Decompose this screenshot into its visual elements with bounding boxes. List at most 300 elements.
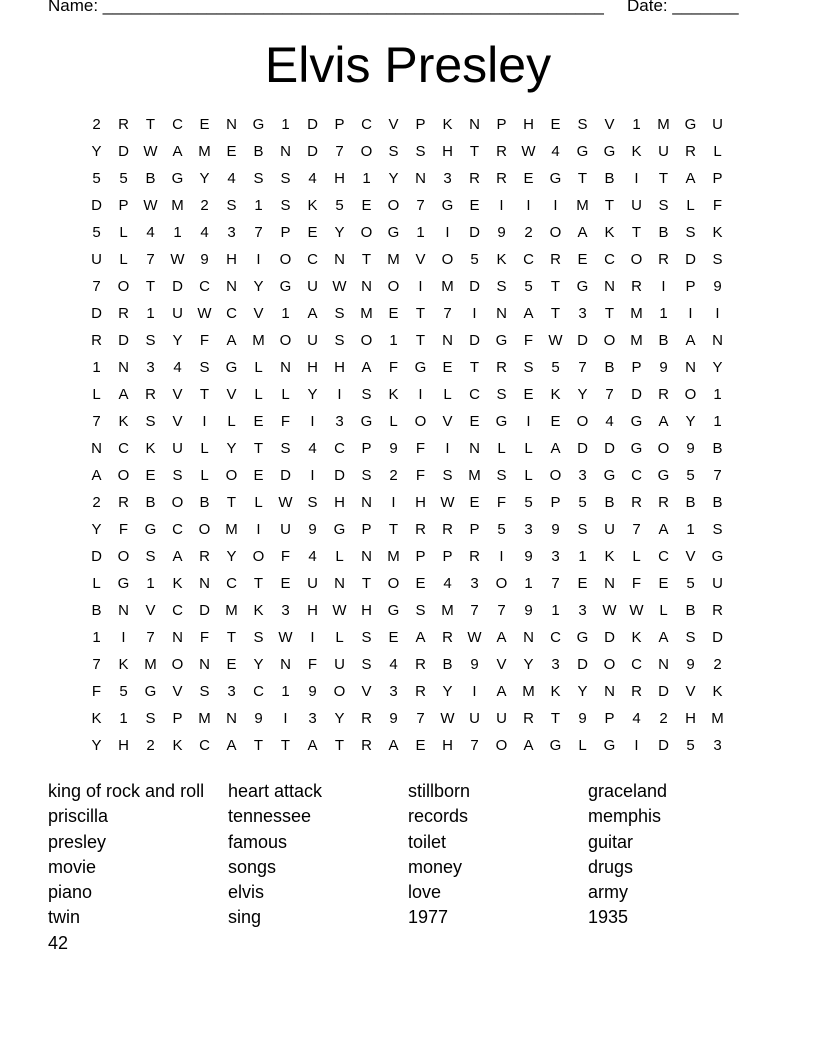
grid-letter: 7 (632, 521, 641, 538)
grid-letter: G (171, 170, 184, 187)
grid-letter: D (172, 278, 183, 295)
grid-letter: E (253, 467, 264, 484)
grid-letter: T (604, 197, 615, 214)
grid-letter: S (577, 521, 588, 538)
grid-letter: K (712, 224, 723, 241)
grid-letter: 1 (92, 359, 101, 376)
grid-letter: H (118, 737, 129, 754)
grid-letter: P (604, 710, 615, 727)
grid-letter: T (280, 737, 291, 754)
grid-letter: 7 (92, 413, 101, 430)
grid-letter: 9 (389, 710, 398, 727)
grid-letter: R (415, 683, 426, 700)
grid-letter: O (117, 548, 130, 565)
word-bank-item: tennessee (228, 806, 312, 827)
grid-letter: V (361, 683, 372, 700)
grid-letter: Y (442, 683, 453, 700)
grid-letter: 9 (551, 521, 560, 538)
grid-letter: 5 (551, 359, 560, 376)
word-bank-item: sing (228, 907, 262, 928)
grid-letter: W (332, 278, 347, 295)
grid-letter: S (280, 197, 291, 214)
grid-letter: G (630, 440, 643, 457)
grid-letter: I (715, 305, 720, 322)
grid-letter: 2 (200, 197, 209, 214)
grid-letter: 9 (470, 656, 479, 673)
grid-letter: I (526, 197, 531, 214)
grid-letter: S (361, 629, 372, 646)
grid-letter: A (307, 305, 318, 322)
grid-letter: 9 (389, 440, 398, 457)
word-bank-item: twin (48, 907, 81, 928)
grid-letter: B (685, 494, 696, 511)
grid-letter: F (523, 332, 534, 349)
grid-letter: I (634, 170, 639, 187)
grid-letter: D (91, 305, 102, 322)
word-bank-item: presley (48, 831, 107, 852)
grid-letter: G (144, 521, 157, 538)
grid-letter: A (361, 359, 372, 376)
grid-letter: 1 (578, 548, 587, 565)
grid-letter: 1 (659, 305, 668, 322)
grid-letter: F (118, 521, 129, 538)
grid-letter: T (658, 170, 669, 187)
grid-letter: R (496, 359, 507, 376)
grid-letter: T (334, 737, 345, 754)
grid-letter: T (253, 575, 264, 592)
grid-letter: L (227, 413, 236, 430)
grid-letter: T (253, 737, 264, 754)
grid-letter: E (199, 116, 210, 133)
grid-letter: Y (307, 386, 318, 403)
grid-letter: K (118, 656, 129, 673)
grid-letter: L (497, 440, 506, 457)
grid-letter: L (524, 440, 533, 457)
grid-letter: R (469, 548, 480, 565)
grid-letter: D (685, 251, 696, 268)
grid-letter: B (253, 143, 264, 160)
grid-letter: V (442, 413, 453, 430)
grid-letter: 9 (524, 602, 533, 619)
grid-letter: D (118, 143, 129, 160)
grid-letter: L (200, 440, 209, 457)
grid-letter: U (712, 575, 723, 592)
grid-letter: S (199, 683, 210, 700)
grid-letter: S (361, 467, 372, 484)
grid-letter: W (629, 602, 644, 619)
grid-letter: 7 (92, 656, 101, 673)
grid-letter: W (143, 143, 158, 160)
grid-letter: I (121, 629, 126, 646)
grid-letter: 4 (632, 710, 641, 727)
grid-letter: 1 (173, 224, 182, 241)
grid-letter: Y (199, 170, 210, 187)
grid-letter: M (441, 602, 454, 619)
word-bank-item: money (408, 856, 463, 877)
grid-letter: 5 (686, 467, 695, 484)
grid-letter: 5 (686, 737, 695, 754)
grid-letter: 1 (713, 413, 722, 430)
grid-letter: W (440, 494, 455, 511)
grid-letter: P (712, 170, 723, 187)
grid-letter: V (172, 413, 183, 430)
grid-letter: 2 (146, 737, 155, 754)
grid-letter: K (172, 737, 183, 754)
grid-letter: T (361, 575, 372, 592)
grid-letter: A (496, 629, 507, 646)
grid-letter: 5 (578, 494, 587, 511)
grid-letter: D (91, 548, 102, 565)
grid-letter: N (604, 683, 615, 700)
grid-letter: P (280, 224, 291, 241)
grid-letter: L (281, 386, 290, 403)
grid-letter: B (604, 170, 615, 187)
grid-letter: P (685, 278, 696, 295)
grid-letter: B (91, 602, 102, 619)
grid-letter: D (307, 116, 318, 133)
grid-letter: P (334, 116, 345, 133)
grid-letter: 7 (146, 629, 155, 646)
grid-letter: A (685, 170, 696, 187)
grid-letter: M (252, 332, 265, 349)
grid-letter: U (604, 521, 615, 538)
grid-letter: G (549, 737, 562, 754)
grid-letter: E (253, 413, 264, 430)
grid-letter: O (441, 251, 454, 268)
grid-letter: Y (226, 548, 237, 565)
grid-letter: N (199, 575, 210, 592)
grid-letter: L (335, 548, 344, 565)
grid-letter: S (334, 305, 345, 322)
grid-letter: C (307, 251, 318, 268)
grid-letter: L (254, 494, 263, 511)
grid-letter: Y (253, 656, 264, 673)
grid-letter: F (388, 359, 399, 376)
grid-letter: C (631, 467, 642, 484)
grid-letter: V (685, 548, 696, 565)
grid-letter: U (631, 197, 642, 214)
grid-letter: 4 (200, 224, 209, 241)
grid-letter: W (143, 197, 158, 214)
grid-letter: B (199, 494, 210, 511)
grid-letter: F (199, 629, 210, 646)
grid-letter: B (145, 494, 156, 511)
grid-letter: 9 (686, 440, 695, 457)
grid-letter: 4 (443, 575, 452, 592)
grid-letter: O (549, 224, 562, 241)
grid-letter: L (200, 467, 209, 484)
grid-letter: G (549, 170, 562, 187)
grid-letter: S (577, 116, 588, 133)
grid-letter: U (469, 710, 480, 727)
grid-letter: 3 (578, 602, 587, 619)
grid-letter: 3 (578, 467, 587, 484)
grid-letter: N (361, 494, 372, 511)
grid-letter: D (280, 467, 291, 484)
grid-letter: I (391, 494, 396, 511)
grid-letter: S (253, 629, 264, 646)
grid-letter: C (631, 656, 642, 673)
grid-letter: L (659, 602, 668, 619)
grid-letter: S (307, 494, 318, 511)
grid-letter: S (712, 251, 723, 268)
grid-letter: E (658, 575, 669, 592)
grid-letter: 7 (146, 251, 155, 268)
grid-letter: 4 (308, 440, 317, 457)
grid-letter: H (442, 143, 453, 160)
grid-letter: I (445, 224, 450, 241)
grid-letter: D (577, 656, 588, 673)
grid-letter: L (524, 467, 533, 484)
grid-letter: A (388, 737, 399, 754)
grid-letter: H (334, 359, 345, 376)
grid-letter: N (226, 116, 237, 133)
grid-letter: S (172, 467, 183, 484)
grid-letter: C (118, 440, 129, 457)
grid-letter: S (280, 170, 291, 187)
grid-letter: E (415, 575, 426, 592)
grid-letter: B (685, 602, 696, 619)
grid-letter: O (333, 683, 346, 700)
grid-letter: A (307, 737, 318, 754)
grid-letter: 1 (146, 575, 155, 592)
grid-letter: E (307, 224, 318, 241)
grid-letter: N (334, 575, 345, 592)
grid-letter: S (253, 170, 264, 187)
grid-letter: I (418, 386, 423, 403)
grid-letter: C (199, 737, 210, 754)
grid-letter: G (576, 629, 589, 646)
grid-letter: M (576, 197, 589, 214)
grid-letter: L (389, 413, 398, 430)
grid-letter: T (631, 224, 642, 241)
grid-letter: 1 (551, 602, 560, 619)
grid-letter: H (334, 170, 345, 187)
grid-letter: W (467, 629, 482, 646)
grid-letter: I (418, 278, 423, 295)
grid-letter: Y (523, 656, 534, 673)
grid-letter: P (469, 521, 480, 538)
grid-letter: G (333, 521, 346, 538)
grid-letter: G (630, 413, 643, 430)
grid-letter: 2 (92, 116, 101, 133)
grid-letter: S (496, 278, 507, 295)
grid-letter: O (360, 332, 373, 349)
grid-letter: M (441, 278, 454, 295)
grid-letter: 5 (119, 170, 128, 187)
grid-letter: B (658, 224, 669, 241)
grid-letter: V (145, 602, 156, 619)
grid-letter: I (688, 305, 693, 322)
grid-letter: K (604, 224, 615, 241)
grid-letter: A (523, 305, 534, 322)
grid-letter: A (550, 440, 561, 457)
grid-letter: 7 (443, 305, 452, 322)
grid-letter: W (521, 143, 536, 160)
grid-letter: N (496, 305, 507, 322)
word-bank-item: elvis (228, 882, 265, 903)
grid-letter: E (226, 656, 237, 673)
grid-letter: F (712, 197, 723, 214)
grid-letter: D (658, 683, 669, 700)
word-bank-item: movie (48, 856, 97, 877)
grid-letter: R (118, 494, 129, 511)
grid-letter: T (577, 170, 588, 187)
word-search-grid (83, 111, 731, 759)
grid-letter: 4 (146, 224, 155, 241)
grid-letter: I (283, 710, 288, 727)
grid-letter: Y (577, 386, 588, 403)
grid-letter: G (576, 278, 589, 295)
grid-letter: L (254, 386, 263, 403)
grid-letter: A (658, 413, 669, 430)
grid-letter: W (197, 305, 212, 322)
grid-letter: D (334, 467, 345, 484)
grid-letter: G (387, 224, 400, 241)
grid-letter: O (279, 332, 292, 349)
word-bank-item: famous (228, 831, 288, 852)
grid-letter: O (360, 224, 373, 241)
grid-letter: R (658, 494, 669, 511)
grid-letter: I (310, 413, 315, 430)
grid-letter: V (226, 386, 237, 403)
grid-letter: 3 (443, 170, 452, 187)
grid-letter: O (630, 251, 643, 268)
grid-letter: H (361, 602, 372, 619)
grid-letter: 3 (551, 656, 560, 673)
grid-letter: F (91, 683, 102, 700)
grid-letter: U (658, 143, 669, 160)
grid-letter: S (145, 413, 156, 430)
word-bank-item: 42 (48, 932, 69, 953)
grid-letter: L (119, 251, 128, 268)
grid-letter: S (361, 386, 372, 403)
grid-letter: N (280, 359, 291, 376)
grid-letter: 5 (470, 251, 479, 268)
grid-letter: R (469, 170, 480, 187)
grid-letter: 3 (227, 224, 236, 241)
grid-letter: V (685, 683, 696, 700)
grid-letter: 2 (92, 494, 101, 511)
grid-letter: 2 (659, 710, 668, 727)
grid-letter: M (198, 710, 211, 727)
grid-letter: D (307, 143, 318, 160)
grid-letter: M (657, 116, 670, 133)
grid-letter: R (415, 521, 426, 538)
grid-letter: T (469, 359, 480, 376)
grid-letter: N (712, 332, 723, 349)
grid-letter: T (253, 440, 264, 457)
grid-letter: N (658, 656, 669, 673)
grid-letter: E (550, 413, 561, 430)
grid-letter: D (199, 602, 210, 619)
grid-letter: E (442, 359, 453, 376)
word-bank-item: graceland (588, 781, 668, 801)
grid-letter: D (658, 737, 669, 754)
grid-letter: Y (91, 143, 102, 160)
grid-letter: R (523, 710, 534, 727)
word-bank-item: songs (228, 856, 277, 877)
grid-letter: G (387, 602, 400, 619)
grid-letter: 3 (227, 683, 236, 700)
grid-letter: C (550, 629, 561, 646)
grid-letter: S (658, 197, 669, 214)
grid-letter: R (658, 251, 669, 268)
grid-letter: M (198, 143, 211, 160)
grid-letter: N (361, 278, 372, 295)
grid-letter: C (361, 116, 372, 133)
grid-letter: E (469, 197, 480, 214)
grid-letter: A (685, 332, 696, 349)
grid-letter: N (469, 116, 480, 133)
grid-letter: E (469, 413, 480, 430)
grid-letter: O (657, 440, 670, 457)
grid-letter: 9 (659, 359, 668, 376)
grid-letter: B (145, 170, 156, 187)
grid-letter: 7 (470, 737, 479, 754)
grid-letter: 3 (146, 359, 155, 376)
grid-letter: 1 (281, 683, 290, 700)
grid-letter: O (387, 197, 400, 214)
grid-letter: F (199, 332, 210, 349)
grid-letter: N (199, 656, 210, 673)
grid-letter: V (253, 305, 264, 322)
grid-letter: K (172, 575, 183, 592)
grid-letter: S (442, 467, 453, 484)
grid-letter: W (440, 710, 455, 727)
grid-letter: T (415, 332, 426, 349)
word-bank-item: records (408, 806, 469, 827)
grid-letter: G (252, 116, 265, 133)
header (0, 0, 816, 20)
grid-letter: O (603, 656, 616, 673)
word-bank-item: heart attack (228, 781, 323, 801)
date-field-label: Date: _______ (627, 0, 739, 15)
grid-letter: K (307, 197, 318, 214)
grid-letter: Y (226, 440, 237, 457)
grid-letter: C (199, 278, 210, 295)
grid-letter: 1 (362, 170, 371, 187)
grid-letter: 1 (119, 710, 128, 727)
word-bank-item: army (588, 882, 628, 903)
grid-letter: G (495, 332, 508, 349)
grid-letter: 3 (713, 737, 722, 754)
grid-letter: O (387, 278, 400, 295)
grid-letter: D (469, 332, 480, 349)
grid-letter: 7 (713, 467, 722, 484)
grid-letter: E (523, 170, 534, 187)
grid-letter: O (360, 143, 373, 160)
grid-letter: N (685, 359, 696, 376)
grid-letter: 1 (524, 575, 533, 592)
grid-letter: H (307, 359, 318, 376)
grid-letter: G (576, 143, 589, 160)
grid-letter: S (415, 143, 426, 160)
grid-letter: M (225, 602, 238, 619)
grid-letter: O (414, 413, 427, 430)
word-bank-item: toilet (408, 831, 447, 852)
grid-letter: M (144, 656, 157, 673)
grid-letter: 3 (524, 521, 533, 538)
grid-letter: 7 (92, 278, 101, 295)
grid-letter: I (526, 413, 531, 430)
grid-letter: 3 (389, 683, 398, 700)
grid-letter: 7 (254, 224, 263, 241)
grid-letter: 7 (605, 386, 614, 403)
grid-letter: S (523, 359, 534, 376)
grid-letter: C (523, 251, 534, 268)
grid-letter: U (91, 251, 102, 268)
